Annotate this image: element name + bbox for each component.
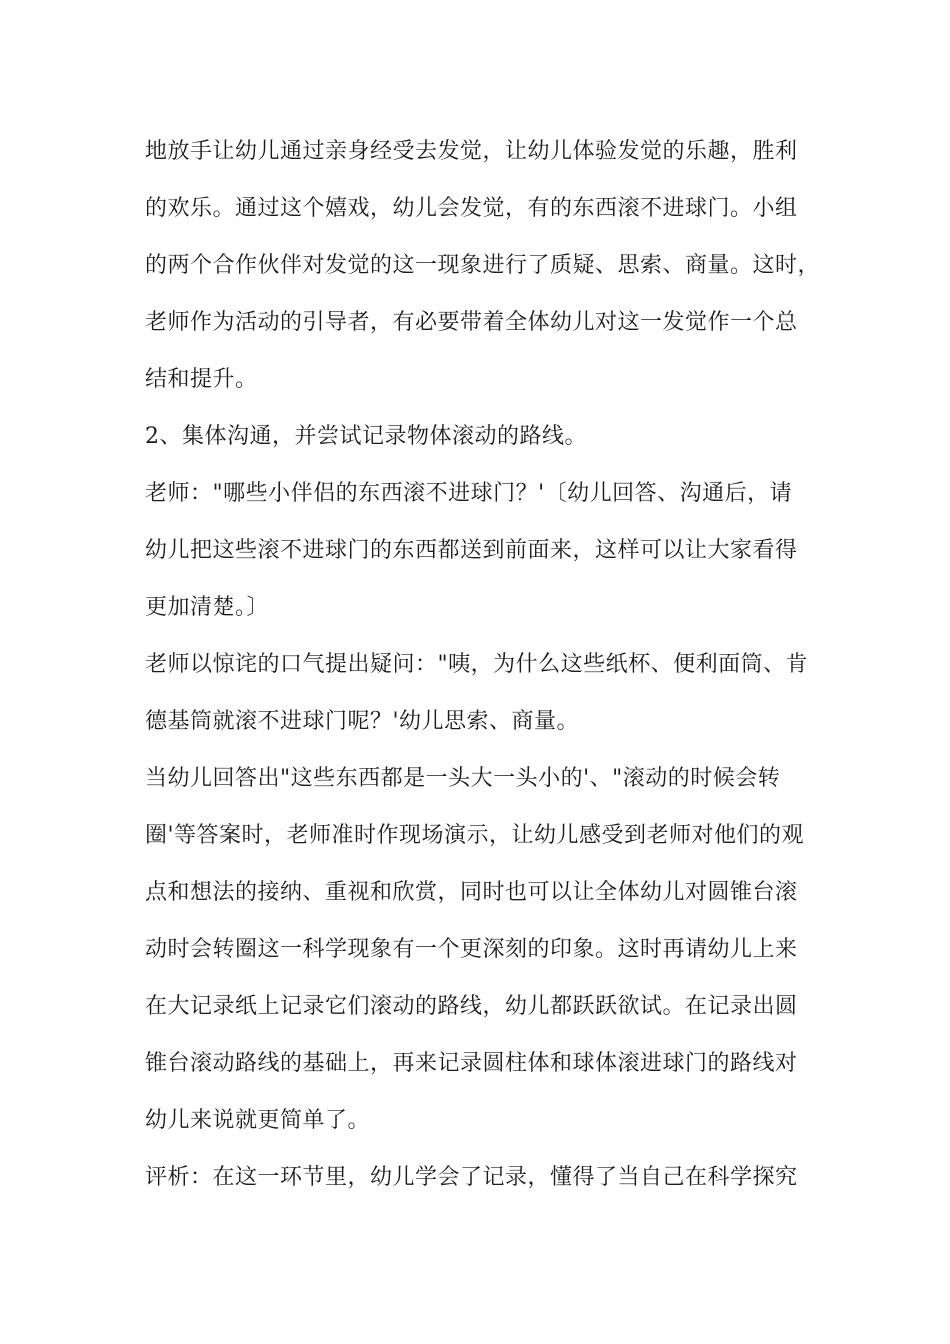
section-heading: 2、集体沟通，并尝试记录物体滚动的路线。 [145,424,587,449]
text-line: 老师以惊诧的口气提出疑问："咦，为什么这些纸杯、便利面筒、肯 [145,652,809,677]
text-line: 结和提升。 [145,367,258,392]
text-line: 当幼儿回答出"这些东西都是一头大一头小的'、"滚动的时候会转 [145,766,781,791]
text-line: 评析：在这一环节里，幼儿学会了记录，懂得了当自己在科学探究 [145,1165,798,1190]
text-line: 的欢乐。通过这个嬉戏，幼儿会发觉，有的东西滚不进球门。小组 [145,196,798,221]
text-line: 幼儿来说就更简单了。 [145,1108,371,1133]
text-line: 老师："哪些小伴侣的东西滚不进球门？'〔幼儿回答、沟通后，请 [145,481,793,506]
text-line: 在大记录纸上记录它们滚动的路线，幼儿都跃跃欲试。在记录出圆 [145,994,798,1019]
text-line: 动时会转圈这一科学现象有一个更深刻的印象。这时再请幼儿上来 [145,937,798,962]
text-line: 圈'等答案时，老师准时作现场演示，让幼儿感受到老师对他们的观 [145,823,805,848]
text-line: 德基筒就滚不进球门呢？'幼儿思索、商量。 [145,709,580,734]
text-line: 的两个合作伙伴对发觉的这一现象进行了质疑、思索、商量。这时， [145,253,821,278]
text-line: 点和想法的接纳、重视和欣赏，同时也可以让全体幼儿对圆锥台滚 [145,880,798,905]
text-line: 地放手让幼儿通过亲身经受去发觉，让幼儿体验发觉的乐趣，胜利 [145,139,798,164]
text-line: 锥台滚动路线的基础上，再来记录圆柱体和球体滚进球门的路线对 [145,1051,798,1076]
text-line: 老师作为活动的引导者，有必要带着全体幼儿对这一发觉作一个总 [145,310,798,335]
text-line: 更加清楚。〕 [145,595,270,620]
text-line: 幼儿把这些滚不进球门的东西都送到前面来，这样可以让大家看得 [145,538,798,563]
